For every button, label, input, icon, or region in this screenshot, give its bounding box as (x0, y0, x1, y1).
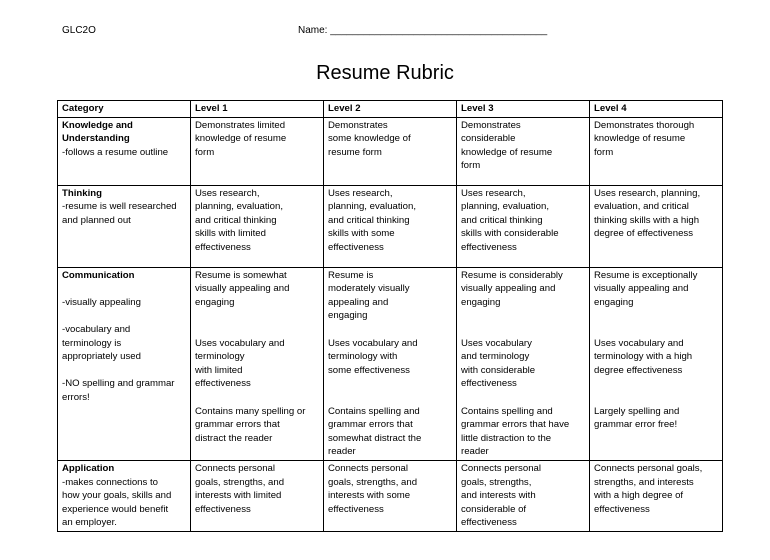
level-cell (590, 185, 723, 267)
cell-text-line: grammar errors that (195, 419, 280, 431)
cell-text-line: interests with some (328, 490, 411, 502)
table-row (58, 267, 723, 460)
cell-text-line: and planned out (62, 214, 131, 226)
category-cell (58, 460, 191, 531)
cell-text-line: skills with considerable (461, 228, 559, 240)
cell-text-line: effectiveness (461, 241, 517, 253)
level-cell (191, 267, 324, 460)
cell-text-line: interests with limited (195, 490, 282, 502)
cell-text-line: and critical thinking (195, 214, 277, 226)
cell-text-line: errors! (62, 391, 90, 403)
level-cell (457, 117, 590, 185)
table-header-row (58, 101, 723, 118)
cell-text-line: terminology is (62, 337, 122, 349)
cell-text-line: Connects personal (195, 462, 275, 474)
cell-text-line: how your goals, skills and (62, 490, 172, 502)
cell-text-line: visually appealing and (461, 283, 556, 295)
cell-text-line (62, 282, 186, 296)
cell-text-line (461, 309, 585, 323)
cell-text-line: visually appealing and (594, 283, 689, 295)
page-title: Resume Rubric (316, 62, 454, 84)
cell-text-line: goals, strengths, and (195, 476, 285, 488)
cell-text-line: Connects personal goals, (594, 462, 703, 474)
cell-text-line: thinking skills with a high (594, 214, 700, 226)
cell-text-line: some effectiveness (328, 364, 410, 376)
cell-text-line: grammar errors that have (461, 419, 570, 431)
cell-text-line: goals, strengths, and (328, 476, 418, 488)
table-row (58, 185, 723, 267)
cell-text-line: Uses vocabulary and (195, 337, 285, 349)
cell-text-line: Uses research, (195, 187, 260, 199)
cell-text-line: -resume is well researched (62, 201, 177, 213)
cell-text-line: engaging (328, 310, 368, 322)
column-header: Category (58, 101, 191, 118)
category-cell (58, 267, 191, 460)
cell-text-line: grammar errors that (328, 419, 413, 431)
cell-text-line: Resume is (328, 269, 374, 281)
cell-text-line (195, 323, 319, 337)
cell-text-line: engaging (461, 296, 501, 308)
level-cell (590, 117, 723, 185)
cell-text-line: experience would benefit (62, 503, 169, 515)
cell-text-line: effectiveness (195, 378, 251, 390)
level-cell (324, 460, 457, 531)
cell-text-line (328, 391, 452, 405)
cell-text-line: some knowledge of (328, 133, 411, 145)
cell-text-line (195, 309, 319, 323)
level-cell (457, 267, 590, 460)
cell-text-line: engaging (594, 296, 634, 308)
cell-text-line: terminology (195, 351, 245, 363)
cell-text-line: Demonstrates limited (195, 119, 286, 131)
table-row (58, 460, 723, 531)
column-header: Level 4 (590, 101, 723, 118)
cell-text-line: Application (62, 462, 115, 474)
cell-text-line: and critical thinking (328, 214, 410, 226)
cell-text-line: planning, evaluation, (328, 201, 417, 213)
column-header: Level 1 (191, 101, 324, 118)
cell-text-line: skills with limited (195, 228, 266, 240)
cell-text-line: -NO spelling and grammar (62, 378, 175, 390)
cell-text-line: and terminology (461, 351, 530, 363)
cell-text-line: form (594, 146, 614, 158)
cell-text-line (328, 377, 452, 391)
cell-text-line: with considerable (461, 364, 536, 376)
cell-text-line (594, 391, 718, 405)
cell-text-line: engaging (195, 296, 235, 308)
column-header: Level 2 (324, 101, 457, 118)
cell-text-line: Uses vocabulary and (594, 337, 684, 349)
cell-text-line: Uses research, (461, 187, 526, 199)
cell-text-line (461, 323, 585, 337)
level-cell (191, 185, 324, 267)
level-cell (590, 460, 723, 531)
cell-text-line (594, 377, 718, 391)
cell-text-line: form (461, 160, 481, 172)
cell-text-line: distract the reader (195, 432, 273, 444)
cell-text-line: skills with some (328, 228, 395, 240)
cell-text-line: considerable (461, 133, 516, 145)
cell-text-line: with a high degree of (594, 490, 684, 502)
cell-text-line: Demonstrates thorough (594, 119, 695, 131)
cell-text-line: Connects personal (461, 462, 541, 474)
cell-text-line: form (195, 146, 215, 158)
cell-text-line (195, 391, 319, 405)
cell-text-line (594, 323, 718, 337)
cell-text-line: somewhat distract the (328, 432, 422, 444)
cell-text-line: Uses vocabulary and (328, 337, 418, 349)
level-cell (324, 267, 457, 460)
cell-text-line: knowledge of resume (461, 146, 553, 158)
cell-text-line: Uses vocabulary (461, 337, 532, 349)
cell-text-line: considerable of (461, 503, 527, 515)
category-cell (58, 185, 191, 267)
cell-text-line: with limited (195, 364, 243, 376)
cell-text-line: reader (328, 446, 356, 458)
level-cell (457, 185, 590, 267)
cell-text-line: and critical thinking (461, 214, 543, 226)
cell-text-line: little distraction to the (461, 432, 552, 444)
cell-text-line: effectiveness (328, 241, 384, 253)
column-header: Level 3 (457, 101, 590, 118)
cell-text-line: Communication (62, 269, 135, 281)
cell-text-line: effectiveness (195, 503, 251, 515)
level-cell (191, 460, 324, 531)
cell-text-line: Contains spelling and (461, 405, 553, 417)
cell-text-line: planning, evaluation, (195, 201, 284, 213)
cell-text-line: knowledge of resume (195, 133, 287, 145)
level-cell (324, 117, 457, 185)
cell-text-line: resume form (328, 146, 382, 158)
rubric-table (57, 100, 723, 532)
cell-text-line: strengths, and interests (594, 476, 694, 488)
cell-text-line: Uses research, (328, 187, 393, 199)
cell-text-line: -vocabulary and (62, 323, 131, 335)
cell-text-line: effectiveness (195, 241, 251, 253)
cell-text-line: terminology with a high (594, 351, 693, 363)
cell-text-line: and interests with (461, 490, 536, 502)
cell-text-line: -follows a resume outline (62, 146, 169, 158)
level-cell (324, 185, 457, 267)
cell-text-line: -visually appealing (62, 296, 141, 308)
cell-text-line: effectiveness (461, 378, 517, 390)
cell-text-line (328, 323, 452, 337)
category-cell (58, 117, 191, 185)
cell-text-line: -makes connections to (62, 476, 158, 488)
cell-text-line (62, 309, 186, 323)
cell-text-line: visually appealing and (195, 283, 290, 295)
course-code: GLC2O (62, 25, 96, 36)
cell-text-line: Knowledge and (62, 119, 133, 131)
cell-text-line: reader (461, 446, 489, 458)
cell-text-line: evaluation, and critical (594, 201, 689, 213)
cell-text-line: planning, evaluation, (461, 201, 550, 213)
cell-text-line: an employer. (62, 517, 117, 529)
cell-text-line: moderately visually (328, 283, 410, 295)
cell-text-line: effectiveness (328, 503, 384, 515)
cell-text-line: goals, strengths, (461, 476, 532, 488)
cell-text-line: Thinking (62, 187, 102, 199)
cell-text-line: knowledge of resume (594, 133, 686, 145)
cell-text-line: effectiveness (461, 517, 517, 529)
cell-text-line: degree of effectiveness (594, 228, 694, 240)
cell-text-line: terminology with (328, 351, 398, 363)
name-field-label: Name: _______________________________________ (298, 25, 548, 36)
cell-text-line: Resume is somewhat (195, 269, 287, 281)
cell-text-line: Resume is exceptionally (594, 269, 698, 281)
level-cell (191, 117, 324, 185)
cell-text-line: appropriately used (62, 351, 141, 363)
level-cell (457, 460, 590, 531)
cell-text-line: effectiveness (594, 503, 650, 515)
cell-text-line: Understanding (62, 133, 130, 145)
cell-text-line: degree effectiveness (594, 364, 683, 376)
cell-text-line: Demonstrates (461, 119, 521, 131)
cell-text-line: Largely spelling and (594, 405, 680, 417)
cell-text-line: Resume is considerably (461, 269, 563, 281)
cell-text-line (62, 364, 186, 378)
cell-text-line (461, 391, 585, 405)
cell-text-line: appealing and (328, 296, 389, 308)
cell-text-line: Demonstrates (328, 119, 388, 131)
cell-text-line: Contains many spelling or (195, 405, 306, 417)
cell-text-line: grammar error free! (594, 419, 678, 431)
cell-text-line: Connects personal (328, 462, 408, 474)
cell-text-line (594, 309, 718, 323)
cell-text-line: Uses research, planning, (594, 187, 701, 199)
table-row (58, 117, 723, 185)
rubric-body (58, 117, 723, 531)
level-cell (590, 267, 723, 460)
cell-text-line: Contains spelling and (328, 405, 420, 417)
